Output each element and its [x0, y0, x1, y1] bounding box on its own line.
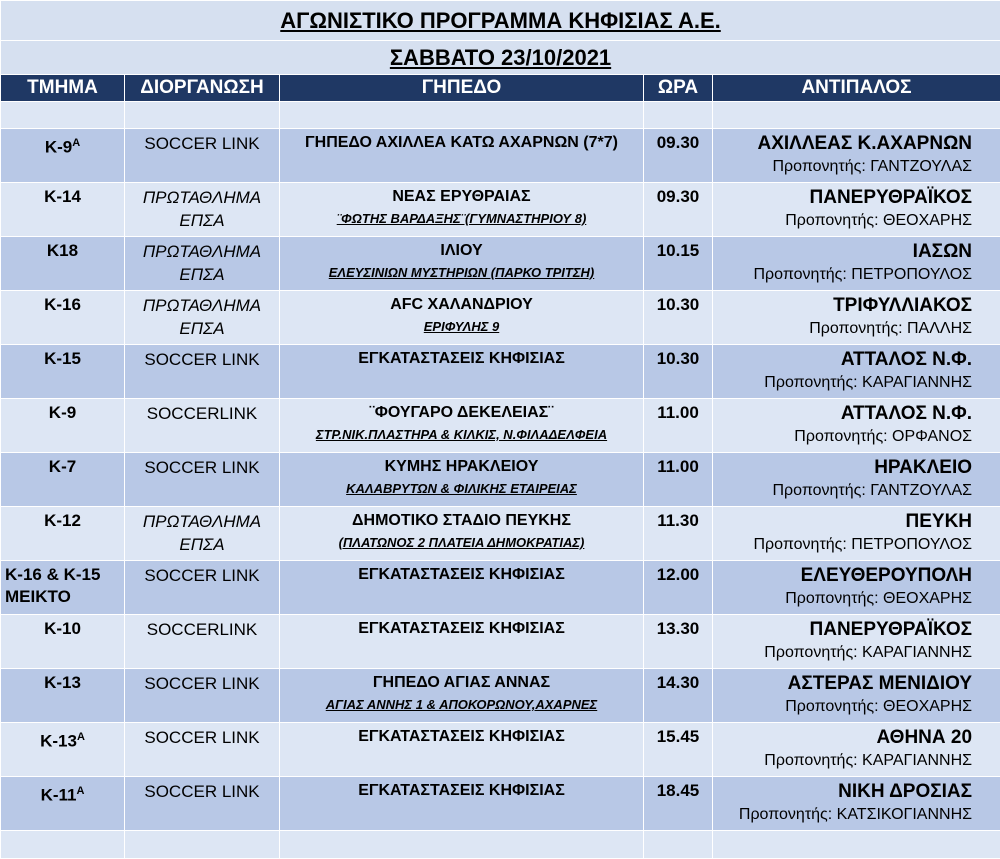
title-row	[1, 1, 1000, 41]
venue-cell	[280, 291, 644, 345]
opponent-name: ΙΑΣΩΝ	[713, 240, 972, 263]
venue-cell	[280, 237, 644, 291]
opponent-cell	[713, 399, 1000, 453]
venue-address: ΣΤΡ.ΝΙΚ.ΠΛΑΣΤΗΡΑ & ΚΙΛΚΙΣ, Ν.ΦΙΛΑΔΕΛΦΕΙΑ	[280, 424, 643, 446]
venue-name: ΚΥΜΗΣ ΗΡΑΚΛΕΙΟΥ	[280, 456, 643, 478]
team-cell	[1, 183, 125, 237]
table-row	[1, 345, 1000, 399]
team-label: Κ-13	[44, 673, 81, 692]
venue-name: ΙΛΙΟΥ	[280, 240, 643, 262]
schedule-rows	[1, 129, 1000, 831]
coach-name: Προπονητής: ΚΑΡΑΓΙΑΝΝΗΣ	[713, 641, 972, 664]
venue-cell	[280, 129, 644, 183]
time-cell: 10.30	[644, 291, 713, 345]
competition-cell	[125, 129, 280, 183]
opponent-name: ΠΕΥΚΗ	[713, 510, 972, 533]
time-cell: 11.00	[644, 453, 713, 507]
competition-cell	[125, 669, 280, 723]
venue-name: ΕΓΚΑΤΑΣΤΑΣΕΙΣ ΚΗΦΙΣΙΑΣ	[280, 348, 643, 370]
opponent-cell	[713, 237, 1000, 291]
opponent-cell	[713, 507, 1000, 561]
coach-name: Προπονητής: ΓΑΝΤΖΟΥΛΑΣ	[713, 155, 972, 178]
opponent-cell	[713, 453, 1000, 507]
time-cell: 09.30	[644, 183, 713, 237]
venue-cell	[280, 723, 644, 777]
coach-name: Προπονητής: ΘΕΟΧΑΡΗΣ	[713, 695, 972, 718]
time-cell: 11.00	[644, 399, 713, 453]
coach-name: Προπονητής: ΘΕΟΧΑΡΗΣ	[713, 587, 972, 610]
time-cell: 13.30	[644, 615, 713, 669]
coach-name: Προπονητής: ΠΕΤΡΟΠΟΥΛΟΣ	[713, 533, 972, 556]
opponent-cell	[713, 345, 1000, 399]
team-label: Κ-9	[45, 138, 72, 157]
opponent-name: ΑΧΙΛΛΕΑΣ Κ.ΑΧΑΡΝΩΝ	[713, 132, 972, 155]
competition-line1: SOCCER LINK	[144, 350, 259, 369]
coach-name: Προπονητής: ΚΑΡΑΓΙΑΝΝΗΣ	[713, 371, 972, 394]
table-row	[1, 615, 1000, 669]
venue-address: ¨ΦΩΤΗΣ ΒΑΡΔΑΞΗΣ¨(ΓΥΜΝΑΣΤΗΡΙΟΥ 8)	[280, 208, 643, 230]
opponent-name: ΑΤΤΑΛΟΣ Ν.Φ.	[713, 402, 972, 425]
time-cell: 10.15	[644, 237, 713, 291]
competition-line1: ΠΡΩΤΑΘΛΗΜΑ	[143, 242, 261, 261]
time-cell: 12.00	[644, 561, 713, 615]
competition-line1: SOCCER LINK	[144, 566, 259, 585]
competition-cell	[125, 399, 280, 453]
team-cell	[1, 453, 125, 507]
time-cell: 18.45	[644, 777, 713, 831]
table-row	[1, 507, 1000, 561]
opponent-name: ΑΤΤΑΛΟΣ Ν.Φ.	[713, 348, 972, 371]
coach-name: Προπονητής: ΠΑΛΛΗΣ	[713, 317, 972, 340]
page-title: ΑΓΩΝΙΣΤΙΚΟ ΠΡΟΓΡΑΜΜΑ ΚΗΦΙΣΙΑΣ Α.Ε.	[1, 1, 1000, 41]
team-cell	[1, 723, 125, 777]
time-cell: 14.30	[644, 669, 713, 723]
header-time: ΩΡΑ	[644, 75, 713, 102]
venue-cell	[280, 453, 644, 507]
table-row	[1, 129, 1000, 183]
competition-cell	[125, 723, 280, 777]
team-label: Κ-16 & Κ-15	[5, 565, 100, 584]
team-cell	[1, 291, 125, 345]
opponent-name: ΠΑΝΕΡΥΘΡΑΪΚΟΣ	[713, 618, 972, 641]
team-label: Κ18	[47, 241, 78, 260]
team-superscript: Α	[77, 731, 85, 743]
table-row	[1, 183, 1000, 237]
team-label: Κ-11	[41, 786, 77, 805]
coach-name: Προπονητής: ΠΕΤΡΟΠΟΥΛΟΣ	[713, 263, 972, 286]
opponent-cell	[713, 561, 1000, 615]
team-cell	[1, 561, 125, 615]
competition-cell	[125, 345, 280, 399]
team-cell	[1, 129, 125, 183]
team-cell	[1, 399, 125, 453]
venue-name: ΕΓΚΑΤΑΣΤΑΣΕΙΣ ΚΗΦΙΣΙΑΣ	[280, 618, 643, 640]
time-cell: 15.45	[644, 723, 713, 777]
header-venue: ΓΗΠΕΔΟ	[280, 75, 644, 102]
venue-address: ΑΓΙΑΣ ΑΝΝΗΣ 1 & ΑΠΟΚΟΡΩΝΟΥ,ΑΧΑΡΝΕΣ	[280, 694, 643, 716]
opponent-cell	[713, 183, 1000, 237]
team-superscript: Α	[76, 785, 84, 797]
opponent-cell	[713, 291, 1000, 345]
venue-name: AFC ΧΑΛΑΝΔΡΙΟΥ	[280, 294, 643, 316]
competition-line1: SOCCERLINK	[147, 620, 258, 639]
blank-row	[1, 831, 1000, 859]
competition-cell	[125, 237, 280, 291]
venue-address: ΚΑΛΑΒΡΥΤΩΝ & ΦΙΛΙΚΗΣ ΕΤΑΙΡΕΙΑΣ	[280, 478, 643, 500]
header-team: ΤΜΗΜΑ	[1, 75, 125, 102]
team-label: Κ-14	[44, 187, 81, 206]
competition-line2: ΕΠΣΑ	[179, 265, 224, 284]
competition-line2: ΕΠΣΑ	[179, 535, 224, 554]
venue-cell	[280, 777, 644, 831]
venue-cell	[280, 183, 644, 237]
team-label: Κ-15	[44, 349, 81, 368]
table-row	[1, 237, 1000, 291]
team-cell	[1, 507, 125, 561]
team-superscript: Α	[72, 137, 80, 149]
opponent-cell	[713, 129, 1000, 183]
table-row	[1, 669, 1000, 723]
schedule-date: ΣΑΒΒΑΤΟ 23/10/2021	[1, 41, 1000, 75]
opponent-name: ΤΡΙΦΥΛΛΙΑΚΟΣ	[713, 294, 972, 317]
venue-name: ¨ΦΟΥΓΑΡΟ ΔΕΚΕΛΕΙΑΣ¨	[280, 402, 643, 424]
table-row	[1, 399, 1000, 453]
competition-cell	[125, 183, 280, 237]
table-row	[1, 453, 1000, 507]
venue-address: ΕΡΙΦΥΛΗΣ 9	[280, 316, 643, 338]
header-competition: ΔΙΟΡΓΑΝΩΣΗ	[125, 75, 280, 102]
venue-name: ΕΓΚΑΤΑΣΤΑΣΕΙΣ ΚΗΦΙΣΙΑΣ	[280, 780, 643, 802]
venue-cell	[280, 399, 644, 453]
coach-name: Προπονητής: ΘΕΟΧΑΡΗΣ	[713, 209, 972, 232]
time-cell: 09.30	[644, 129, 713, 183]
competition-line1: ΠΡΩΤΑΘΛΗΜΑ	[143, 296, 261, 315]
competition-cell	[125, 561, 280, 615]
venue-cell	[280, 561, 644, 615]
venue-name: ΔΗΜΟΤΙΚΟ ΣΤΑΔΙΟ ΠΕΥΚΗΣ	[280, 510, 643, 532]
table-row	[1, 723, 1000, 777]
blank-row	[1, 102, 1000, 129]
competition-cell	[125, 615, 280, 669]
venue-cell	[280, 669, 644, 723]
competition-line1: SOCCER LINK	[144, 728, 259, 747]
opponent-cell	[713, 669, 1000, 723]
team-cell	[1, 669, 125, 723]
team-label: Κ-7	[49, 457, 76, 476]
competition-cell	[125, 507, 280, 561]
competition-line1: SOCCER LINK	[144, 674, 259, 693]
team-cell	[1, 345, 125, 399]
table-row	[1, 777, 1000, 831]
opponent-name: ΝΙΚΗ ΔΡΟΣΙΑΣ	[713, 780, 972, 803]
competition-line2: ΕΠΣΑ	[179, 319, 224, 338]
team-label: Κ-12	[44, 511, 81, 530]
competition-line1: SOCCERLINK	[147, 404, 258, 423]
opponent-cell	[713, 615, 1000, 669]
opponent-name: ΠΑΝΕΡΥΘΡΑΪΚΟΣ	[713, 186, 972, 209]
competition-line1: SOCCER LINK	[144, 782, 259, 801]
header-opponent: ΑΝΤΙΠΑΛΟΣ	[713, 75, 1000, 102]
team-cell	[1, 615, 125, 669]
coach-name: Προπονητής: ΚΑΤΣΙΚΟΓΙΑΝΝΗΣ	[713, 803, 972, 826]
table-row	[1, 291, 1000, 345]
team-label: Κ-9	[49, 403, 76, 422]
competition-cell	[125, 777, 280, 831]
opponent-name: ΕΛΕΥΘΕΡΟΥΠΟΛΗ	[713, 564, 972, 587]
opponent-cell	[713, 723, 1000, 777]
time-cell: 11.30	[644, 507, 713, 561]
venue-name: ΕΓΚΑΤΑΣΤΑΣΕΙΣ ΚΗΦΙΣΙΑΣ	[280, 564, 643, 586]
competition-line1: SOCCER LINK	[144, 134, 259, 153]
venue-name: ΓΗΠΕΔΟ ΑΓΙΑΣ ΑΝΝΑΣ	[280, 672, 643, 694]
venue-name: ΝΕΑΣ ΕΡΥΘΡΑΙΑΣ	[280, 186, 643, 208]
time-cell: 10.30	[644, 345, 713, 399]
venue-name: ΕΓΚΑΤΑΣΤΑΣΕΙΣ ΚΗΦΙΣΙΑΣ	[280, 726, 643, 748]
coach-name: Προπονητής: ΓΑΝΤΖΟΥΛΑΣ	[713, 479, 972, 502]
competition-cell	[125, 453, 280, 507]
competition-line1: ΠΡΩΤΑΘΛΗΜΑ	[143, 512, 261, 531]
competition-line1: ΠΡΩΤΑΘΛΗΜΑ	[143, 188, 261, 207]
venue-name: ΓΗΠΕΔΟ ΑΧΙΛΛΕΑ ΚΑΤΩ ΑΧΑΡΝΩΝ (7*7)	[280, 132, 643, 154]
venue-address: (ΠΛΑΤΩΝΟΣ 2 ΠΛΑΤΕΙΑ ΔΗΜΟΚΡΑΤΙΑΣ)	[280, 532, 643, 554]
coach-name: Προπονητής: ΟΡΦΑΝΟΣ	[713, 425, 972, 448]
coach-name: Προπονητής: ΚΑΡΑΓΙΑΝΝΗΣ	[713, 749, 972, 772]
opponent-cell	[713, 777, 1000, 831]
team-label: Κ-10	[44, 619, 81, 638]
team-label: Κ-13	[40, 732, 77, 751]
opponent-name: ΗΡΑΚΛΕΙΟ	[713, 456, 972, 479]
header-row	[1, 75, 1000, 102]
venue-cell	[280, 345, 644, 399]
opponent-name: ΑΘΗΝΑ 20	[713, 726, 972, 749]
team-cell	[1, 777, 125, 831]
venue-cell	[280, 615, 644, 669]
table-row	[1, 561, 1000, 615]
team-label: Κ-16	[44, 295, 81, 314]
venue-cell	[280, 507, 644, 561]
competition-line2: ΕΠΣΑ	[179, 211, 224, 230]
opponent-name: ΑΣΤΕΡΑΣ ΜΕΝΙΔΙΟΥ	[713, 672, 972, 695]
competition-line1: SOCCER LINK	[144, 458, 259, 477]
venue-address: ΕΛΕΥΣΙΝΙΩΝ ΜΥΣΤΗΡΙΩΝ (ΠΑΡΚΟ ΤΡΙΤΣΗ)	[280, 262, 643, 284]
competition-cell	[125, 291, 280, 345]
team-label-line2: ΜΕΙΚΤΟ	[5, 587, 71, 606]
date-row	[1, 41, 1000, 75]
team-cell	[1, 237, 125, 291]
